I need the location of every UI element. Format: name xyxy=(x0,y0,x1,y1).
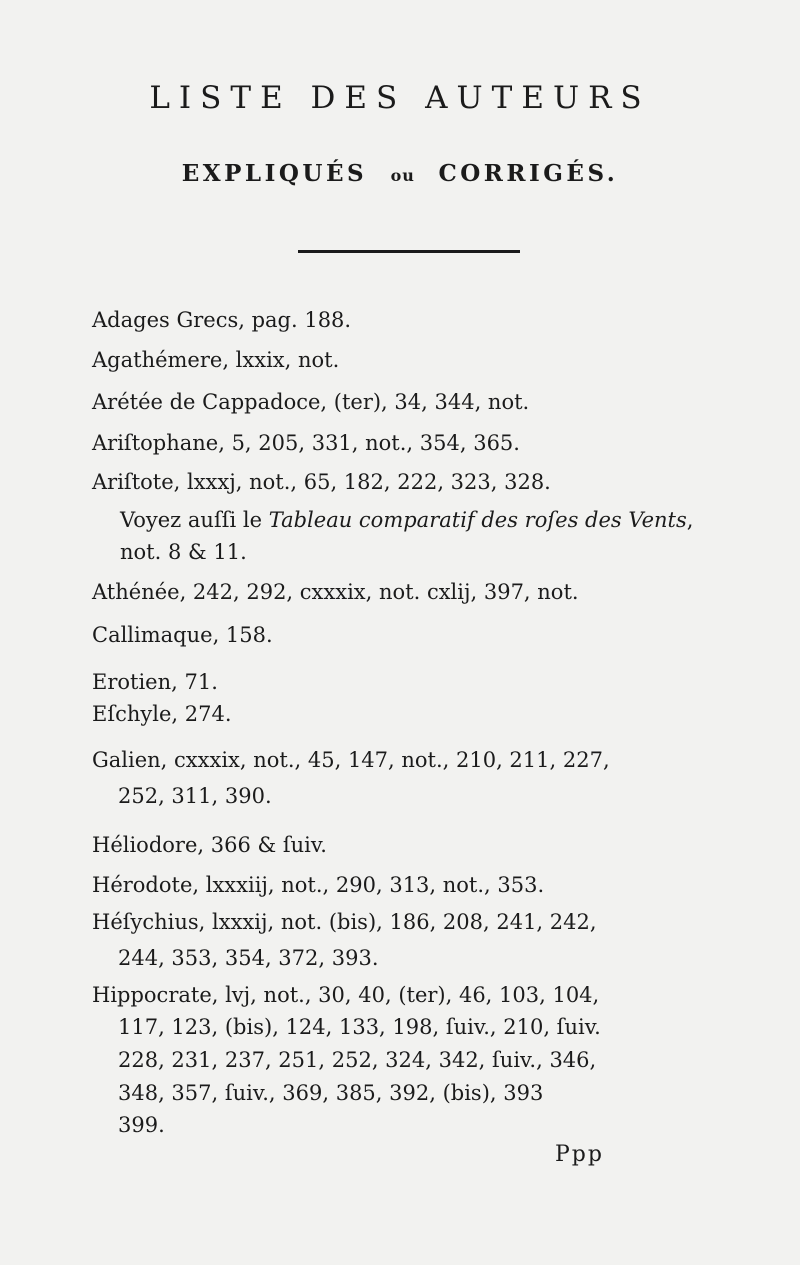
note-prefix: Voyez auſſi le xyxy=(120,508,269,532)
entry-aristote: Ariſtote, lxxxj, not., 65, 182, 222, 323, 328. xyxy=(92,470,551,494)
signature-mark: Ppp xyxy=(555,1142,604,1167)
subtitle-part1: EXPLIQUÉS xyxy=(181,160,368,187)
entry-aristote-note xyxy=(120,508,693,532)
entry-heliodore: Héliodore, 366 & ſuiv. xyxy=(92,833,327,857)
entry-agathemere: Agathémere, lxxix, not. xyxy=(92,348,340,372)
entry-galien-cont: 252, 311, 390. xyxy=(118,784,272,808)
entry-callimaque: Callimaque, 158. xyxy=(92,623,273,647)
entry-aristote-note-line2: not. 8 & 11. xyxy=(120,540,247,564)
note-italic: Tableau comparatif des roſes des Vents xyxy=(268,508,687,532)
entry-hippocrate-cont-1: 117, 123, (bis), 124, 133, 198, ſuiv., 210, ſuiv. xyxy=(118,1015,601,1039)
subtitle-conjunction: ou xyxy=(390,166,415,185)
entry-hippocrate: Hippocrate, lvj, not., 30, 40, (ter), 46, 103, 104, xyxy=(92,983,600,1007)
entry-hesychius-cont: 244, 353, 354, 372, 393. xyxy=(118,946,379,970)
entry-athenee: Athénée, 242, 292, cxxxix, not. cxlij, 397, not. xyxy=(92,580,579,604)
page-title: LISTE DES AUTEURS xyxy=(149,80,651,116)
entry-galien: Galien, cxxxix, not., 45, 147, not., 210, 211, 227, xyxy=(92,748,610,772)
entry-aristophane: Ariſtophane, 5, 205, 331, not., 354, 365. xyxy=(92,431,520,455)
entry-hippocrate-cont-2: 228, 231, 237, 251, 252, 324, 342, ſuiv., 346, xyxy=(118,1048,597,1072)
entry-hippocrate-cont-3: 348, 357, ſuiv., 369, 385, 392, (bis), 393 xyxy=(118,1081,544,1105)
entry-erotien: Erotien, 71. xyxy=(92,670,218,694)
entry-hippocrate-cont-4: 399. xyxy=(118,1113,165,1137)
entry-herodote: Hérodote, lxxxiij, not., 290, 313, not., 353. xyxy=(92,873,545,897)
entry-aretee: Arétée de Cappadoce, (ter), 34, 344, not. xyxy=(92,390,530,414)
subtitle-part2: CORRIGÉS. xyxy=(438,160,619,187)
entry-eschyle: Eſchyle, 274. xyxy=(92,702,232,726)
entry-hesychius: Héſychius, lxxxij, not. (bis), 186, 208, 241, 242, xyxy=(92,910,597,934)
note-suffix: , xyxy=(686,508,694,532)
entry-adages: Adages Grecs, pag. 188. xyxy=(92,308,352,332)
